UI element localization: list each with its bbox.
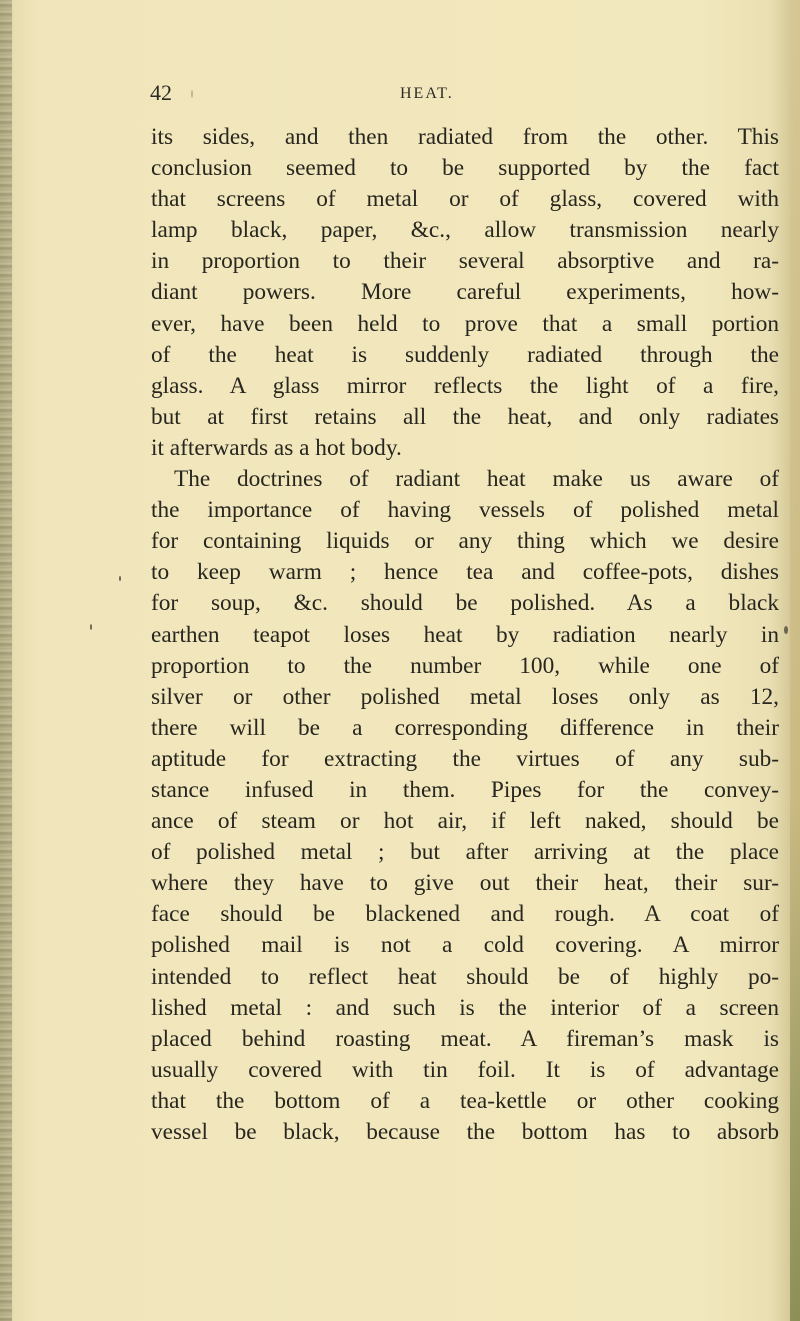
text-line: conclusion seemed to be supported by the fact [151, 155, 779, 182]
text-line: vessel be black, because the bottom has to absorb [151, 1119, 779, 1145]
text-line: diant powers. More careful experiments, how- [151, 279, 779, 306]
text-line: to keep warm ; hence tea and coffee-pots, dishes [151, 559, 779, 586]
text-line: lished metal : and such is the interior of a screen [151, 994, 779, 1021]
text-line: lamp black, paper, &c., allow transmission nearly [151, 217, 779, 244]
text-line: for soup, &c. should be polished. As a black [151, 590, 779, 617]
text-line: that screens of metal or of glass, covered with [151, 186, 779, 213]
text-line: of the heat is suddenly radiated through the [151, 341, 779, 368]
text-line: but at first retains all the heat, and only radiates [151, 403, 779, 430]
text-line: in proportion to their several absorptive and ra- [151, 248, 779, 275]
paper-speck [191, 90, 193, 98]
text-line: for containing liquids or any thing which we desire [151, 528, 779, 555]
text-line: its sides, and then radiated from the other. This [151, 124, 779, 150]
page-number: 42 [150, 80, 172, 105]
text-line: that the bottom of a tea-kettle or other cooking [151, 1087, 779, 1114]
text-line: ever, have been held to prove that a small portion [151, 310, 779, 337]
text-line: intended to reflect heat should be of highly po- [151, 963, 779, 990]
text-line: of polished metal ; but after arriving at the place [151, 839, 779, 866]
text-line: glass. A glass mirror reflects the light of a fire, [151, 372, 779, 399]
text-line: polished mail is not a cold covering. A mirror [151, 932, 779, 959]
text-line: stance infused in them. Pipes for the convey- [151, 776, 779, 803]
page-edge-stain [790, 0, 800, 1321]
text-line: ance of steam or hot air, if left naked, should be [151, 808, 779, 835]
paper-speck [119, 576, 121, 581]
text-line: the importance of having vessels of polished metal [151, 497, 779, 524]
text-line: face should be blackened and rough. A coat of [151, 901, 779, 928]
text-line: earthen teapot loses heat by radiation nearly in [151, 621, 779, 648]
text-line: it afterwards as a hot body. [151, 434, 402, 461]
page-header [150, 74, 670, 114]
text-line: placed behind roasting meat. A fireman’s mask is [151, 1025, 779, 1052]
text-line: The doctrines of radiant heat make us aware of [174, 466, 779, 493]
text-line: aptitude for extracting the virtues of any sub- [151, 745, 779, 772]
paper-speck [784, 626, 788, 634]
page-gutter-shadow [0, 0, 12, 1321]
text-line: there will be a corresponding difference in their [151, 714, 779, 741]
body-text [151, 122, 779, 1148]
text-line: where they have to give out their heat, their sur- [151, 870, 779, 897]
paper-speck [90, 624, 92, 630]
running-head: HEAT. [400, 85, 454, 102]
text-line: proportion to the number 100, while one of [151, 652, 779, 679]
text-line: usually covered with tin foil. It is of advantage [151, 1056, 779, 1083]
text-line: silver or other polished metal loses only as 12, [151, 683, 779, 710]
